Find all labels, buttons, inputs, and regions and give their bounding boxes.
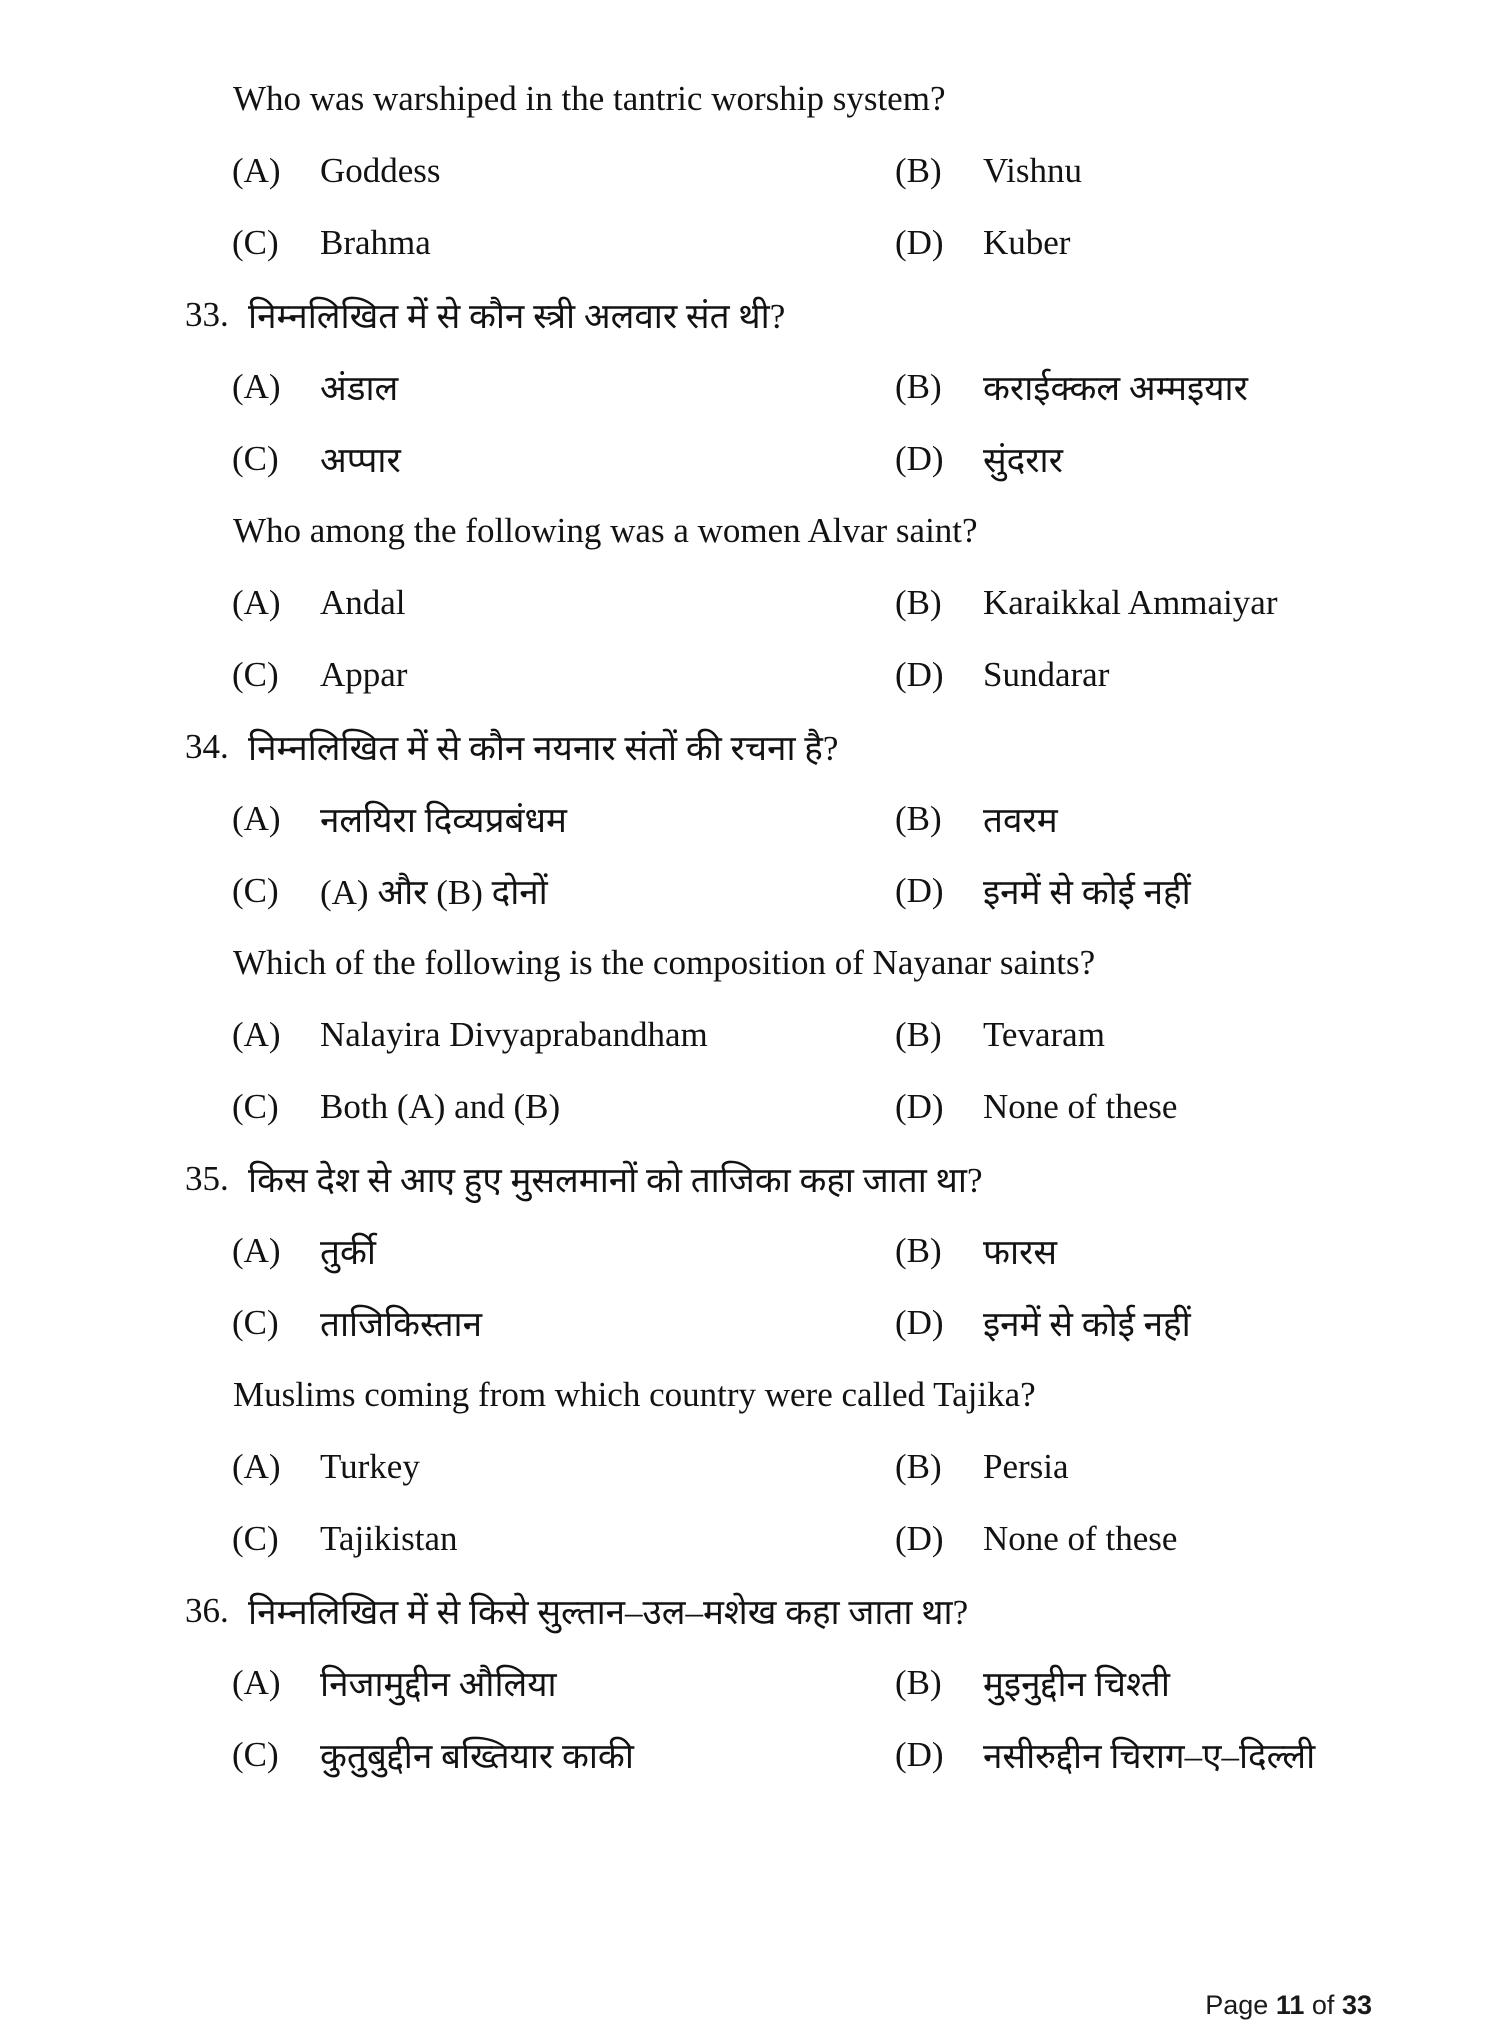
option-c bbox=[232, 1719, 634, 1791]
option-d-text: Sundarar bbox=[983, 655, 1110, 694]
option-a-letter: (A) bbox=[232, 151, 281, 190]
option-a-letter: (A) bbox=[232, 367, 281, 406]
option-b bbox=[895, 135, 1082, 207]
option-d-letter: (D) bbox=[895, 1735, 944, 1774]
option-c bbox=[232, 1503, 458, 1575]
option-c bbox=[232, 1287, 482, 1359]
page-footer bbox=[1205, 1990, 1372, 2021]
question-line bbox=[0, 63, 1505, 135]
option-a-text: निजामुद्दीन औलिया bbox=[320, 1664, 557, 1704]
option-b-text: Persia bbox=[983, 1447, 1069, 1486]
option-c-text: Tajikistan bbox=[320, 1519, 458, 1558]
option-b-text: Tevaram bbox=[983, 1015, 1105, 1054]
options-row bbox=[0, 1431, 1505, 1503]
option-c bbox=[232, 423, 401, 495]
question-text: निम्नलिखित में से कौन नयनार संतों की रचना है? bbox=[248, 728, 839, 768]
options-row bbox=[0, 207, 1505, 279]
option-b bbox=[895, 1215, 1057, 1287]
options-row bbox=[0, 783, 1505, 855]
option-b-text: Vishnu bbox=[983, 151, 1083, 190]
option-c-letter: (C) bbox=[232, 223, 279, 262]
footer-page-label: Page bbox=[1205, 1990, 1269, 2020]
question-block-35-hindi bbox=[0, 1143, 1505, 1359]
question-number: 33. bbox=[185, 295, 229, 334]
option-b-letter: (B) bbox=[895, 1663, 942, 1702]
options-row bbox=[0, 1215, 1505, 1287]
option-b-text: कराईक्कल अम्मइयार bbox=[983, 368, 1248, 408]
option-c-text: Appar bbox=[320, 655, 408, 694]
option-a-text: Andal bbox=[320, 583, 406, 622]
options-row bbox=[0, 639, 1505, 711]
option-a bbox=[232, 1215, 376, 1287]
option-d bbox=[895, 423, 1063, 495]
question-text: Who was warshiped in the tantric worship system? bbox=[233, 79, 946, 118]
options-row bbox=[0, 423, 1505, 495]
option-c bbox=[232, 207, 431, 279]
question-block-34-hindi bbox=[0, 711, 1505, 927]
option-c-text: (A) और (B) दोनों bbox=[320, 872, 548, 912]
option-d bbox=[895, 1719, 1315, 1791]
option-d-letter: (D) bbox=[895, 871, 944, 910]
option-a-letter: (A) bbox=[232, 799, 281, 838]
option-a-text: नलयिरा दिव्यप्रबंधम bbox=[320, 800, 567, 840]
question-block-34-english bbox=[0, 927, 1505, 1143]
question-text: निम्नलिखित में से किसे सुल्तान–उल–मशेख कहा जाता था? bbox=[248, 1592, 969, 1632]
question-line bbox=[0, 711, 1505, 783]
question-block-36-hindi bbox=[0, 1575, 1505, 1791]
option-a-text: तुर्की bbox=[320, 1232, 376, 1272]
option-a bbox=[232, 351, 398, 423]
question-block-32-english bbox=[0, 63, 1505, 279]
option-c-letter: (C) bbox=[232, 439, 279, 478]
question-line bbox=[0, 495, 1505, 567]
question-line bbox=[0, 1575, 1505, 1647]
option-b-text: Karaikkal Ammaiyar bbox=[983, 583, 1278, 622]
question-number: 36. bbox=[185, 1591, 229, 1630]
option-c-letter: (C) bbox=[232, 871, 279, 910]
question-text: Who among the following was a women Alvar saint? bbox=[233, 511, 978, 550]
option-d bbox=[895, 207, 1070, 279]
option-b-letter: (B) bbox=[895, 1015, 942, 1054]
option-b-text: फारस bbox=[983, 1232, 1058, 1272]
option-d-letter: (D) bbox=[895, 655, 944, 694]
option-a bbox=[232, 1647, 557, 1719]
option-b bbox=[895, 783, 1058, 855]
option-b bbox=[895, 567, 1277, 639]
footer-of-label: of bbox=[1311, 1990, 1335, 2020]
option-d-text: इनमें से कोई नहीं bbox=[983, 872, 1191, 912]
option-c-letter: (C) bbox=[232, 655, 279, 694]
option-c-letter: (C) bbox=[232, 1735, 279, 1774]
option-d-text: नसीरुद्दीन चिराग–ए–दिल्ली bbox=[983, 1736, 1316, 1776]
questions-content bbox=[0, 63, 1505, 1791]
option-b-letter: (B) bbox=[895, 1231, 942, 1270]
question-number: 34. bbox=[185, 727, 229, 766]
option-c-letter: (C) bbox=[232, 1519, 279, 1558]
option-d-text: None of these bbox=[983, 1087, 1178, 1126]
option-a-letter: (A) bbox=[232, 1447, 281, 1486]
option-b bbox=[895, 999, 1105, 1071]
question-line bbox=[0, 1359, 1505, 1431]
options-row bbox=[0, 351, 1505, 423]
option-b bbox=[895, 1647, 1170, 1719]
option-b-letter: (B) bbox=[895, 1447, 942, 1486]
option-c-text: कुतुबुद्दीन बख्तियार काकी bbox=[320, 1736, 634, 1776]
option-a-text: Turkey bbox=[320, 1447, 420, 1486]
option-c-text: Brahma bbox=[320, 223, 431, 262]
option-a bbox=[232, 999, 708, 1071]
option-c bbox=[232, 855, 548, 927]
option-b-letter: (B) bbox=[895, 151, 942, 190]
option-d bbox=[895, 1071, 1177, 1143]
option-a bbox=[232, 783, 567, 855]
option-c bbox=[232, 639, 407, 711]
option-a-text: Goddess bbox=[320, 151, 441, 190]
option-b bbox=[895, 1431, 1069, 1503]
options-row bbox=[0, 855, 1505, 927]
option-d-letter: (D) bbox=[895, 439, 944, 478]
option-a-text: अंडाल bbox=[320, 368, 399, 408]
question-block-33-english bbox=[0, 495, 1505, 711]
option-a-letter: (A) bbox=[232, 583, 281, 622]
question-line bbox=[0, 1143, 1505, 1215]
option-d-letter: (D) bbox=[895, 1519, 944, 1558]
option-b bbox=[895, 351, 1248, 423]
option-b-letter: (B) bbox=[895, 583, 942, 622]
option-c-text: Both (A) and (B) bbox=[320, 1087, 561, 1126]
options-row bbox=[0, 1647, 1505, 1719]
option-b-letter: (B) bbox=[895, 799, 942, 838]
option-d bbox=[895, 639, 1109, 711]
options-row bbox=[0, 1503, 1505, 1575]
option-d-text: सुंदरार bbox=[983, 440, 1063, 480]
options-row bbox=[0, 999, 1505, 1071]
option-d-text: Kuber bbox=[983, 223, 1071, 262]
footer-total-pages: 33 bbox=[1341, 1990, 1372, 2020]
option-c-letter: (C) bbox=[232, 1303, 279, 1342]
options-row bbox=[0, 1719, 1505, 1791]
option-a-letter: (A) bbox=[232, 1015, 281, 1054]
footer-page-number: 11 bbox=[1275, 1990, 1305, 2020]
option-b-text: तवरम bbox=[983, 800, 1058, 840]
option-d bbox=[895, 1287, 1191, 1359]
option-a bbox=[232, 135, 441, 207]
option-b-text: मुइनुद्दीन चिश्ती bbox=[983, 1664, 1170, 1704]
question-block-35-english bbox=[0, 1359, 1505, 1575]
question-line bbox=[0, 927, 1505, 999]
option-a-letter: (A) bbox=[232, 1663, 281, 1702]
question-text: निम्नलिखित में से कौन स्त्री अलवार संत थी? bbox=[248, 296, 786, 336]
option-a-letter: (A) bbox=[232, 1231, 281, 1270]
option-d bbox=[895, 1503, 1177, 1575]
question-text: Muslims coming from which country were called Tajika? bbox=[233, 1375, 1036, 1414]
options-row bbox=[0, 1287, 1505, 1359]
option-d-letter: (D) bbox=[895, 1087, 944, 1126]
option-d-letter: (D) bbox=[895, 1303, 944, 1342]
option-a bbox=[232, 1431, 420, 1503]
option-d bbox=[895, 855, 1191, 927]
question-block-33-hindi bbox=[0, 279, 1505, 495]
option-a-text: Nalayira Divyaprabandham bbox=[320, 1015, 708, 1054]
option-a bbox=[232, 567, 406, 639]
option-c bbox=[232, 1071, 560, 1143]
option-c-text: अप्पार bbox=[320, 440, 401, 480]
option-d-letter: (D) bbox=[895, 223, 944, 262]
question-number: 35. bbox=[185, 1159, 229, 1198]
option-d-text: None of these bbox=[983, 1519, 1178, 1558]
options-row bbox=[0, 1071, 1505, 1143]
question-line bbox=[0, 279, 1505, 351]
option-c-text: ताजिकिस्तान bbox=[320, 1304, 483, 1344]
options-row bbox=[0, 567, 1505, 639]
option-d-text: इनमें से कोई नहीं bbox=[983, 1304, 1191, 1344]
question-text: Which of the following is the composition of Nayanar saints? bbox=[233, 943, 1096, 982]
option-c-letter: (C) bbox=[232, 1087, 279, 1126]
question-text: किस देश से आए हुए मुसलमानों को ताजिका कहा जाता था? bbox=[248, 1160, 983, 1200]
option-b-letter: (B) bbox=[895, 367, 942, 406]
options-row bbox=[0, 135, 1505, 207]
